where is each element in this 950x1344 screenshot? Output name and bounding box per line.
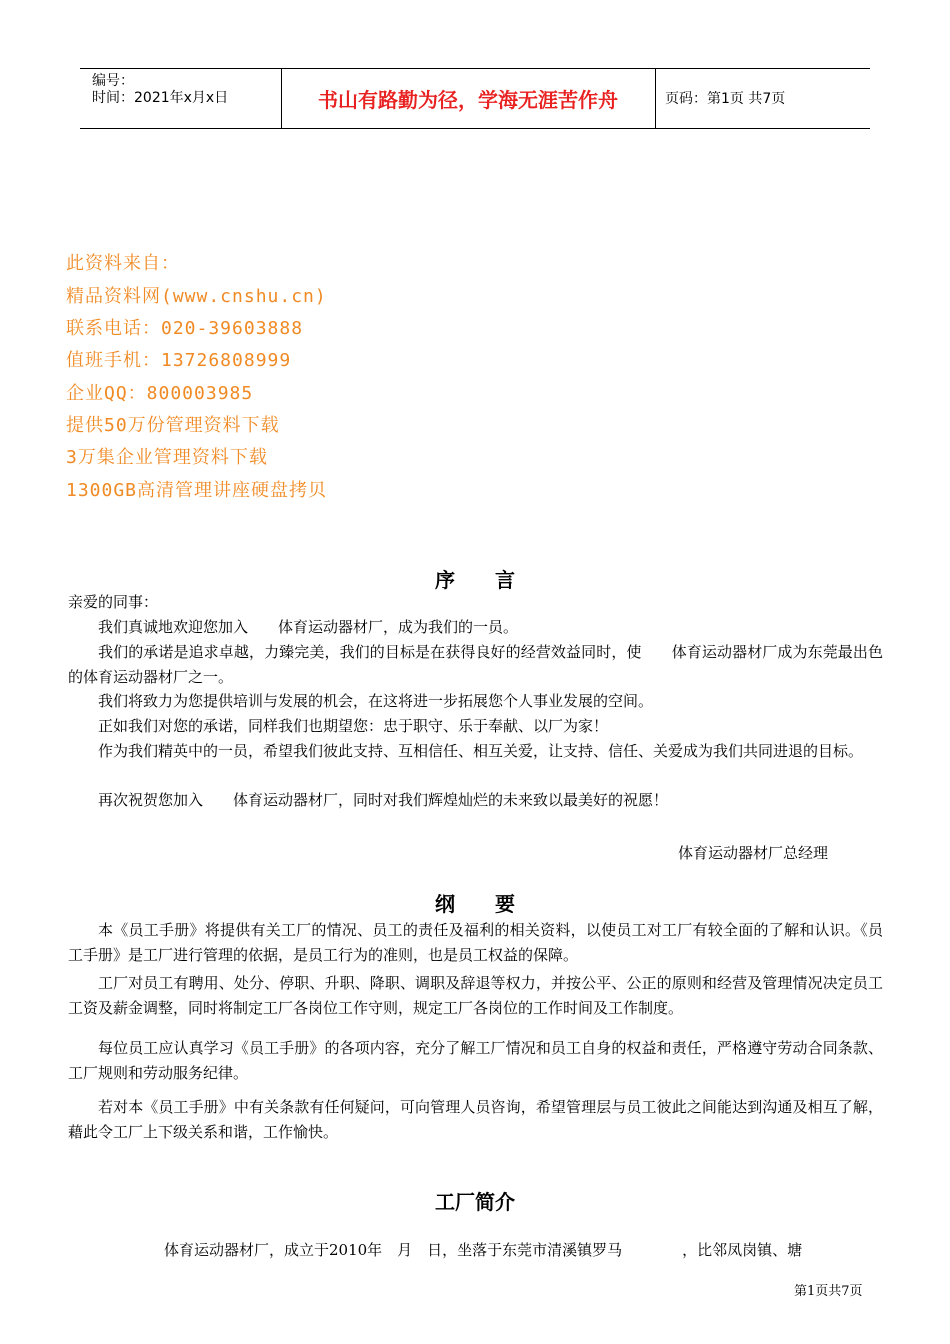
outline-paragraph-3: 每位员工应认真学习《员工手册》的各项内容，充分了解工厂情况和员工自身的权益和责任，严格遵守劳动合同条款、工厂规则和劳动服务纪律。 [68,1039,883,1082]
outline-paragraph-4: 若对本《员工手册》中有关条款有任何疑问，可向管理人员咨询，希望管理层与员工彼此之间能达到沟通及相互了解，藉此令工厂上下级关系和谐，工作愉快。 [68,1098,883,1141]
outline-paragraph-2: 工厂对员工有聘用、处分、停职、升职、降职、调职及辞退等权力，并按公平、公正的原则和经营及管理情况决定员工工资及薪金调整，同时将制定工厂各岗位工作守则，规定工厂各岗位的工作时间及工作制度。 [68,974,883,1017]
preface-paragraph-1: 我们真诚地欢迎您加入 体育运动器材厂，成为我们的一员。 [98,618,519,636]
footer-page-number: 第1页共7页 [794,1284,863,1299]
outline-paragraph-1: 本《员工手册》将提供有关工厂的情况、员工的责任及福利的相关资料，以使员工对工厂有较全面的了解和认识。《员工手册》是工厂进行管理的依据，是员工行为的准则，也是员工权益的保障。 [68,921,883,964]
header-page-label: 页码：第1页 共7页 [665,91,786,107]
ad-line-phone: 联系电话：020-39603888 [66,318,304,339]
outline-title: 纲 要 [435,892,515,916]
preface-paragraph-6: 再次祝贺您加入 体育运动器材厂，同时对我们辉煌灿烂的未来致以最美好的祝愿！ [98,791,669,809]
ad-line-website: 精品资料网(www.cnshu.cn) [66,286,327,307]
intro-paragraph-1: 体育运动器材厂，成立于2010年 月 日，坐落于东莞市清溪镇罗马 ，比邻凤岗镇、塘 [164,1241,803,1259]
preface-greeting: 亲爱的同事： [68,593,159,611]
preface-paragraph-5: 作为我们精英中的一员，希望我们彼此支持、互相信任、相互关爱，让支持、信任、关爱成为我们共同进退的目标。 [98,742,864,760]
ad-line-source: 此资料来自： [66,253,180,274]
header-bottom-rule [80,128,870,129]
preface-signature: 体育运动器材厂总经理 [678,844,829,862]
preface-paragraph-4: 正如我们对您的承诺，同样我们也期望您：忠于职守、乐于奉献、以厂为家！ [98,717,609,735]
header-number-label: 编号： [92,73,134,89]
header-motto: 书山有路勤为径，学海无涯苦作舟 [318,87,618,112]
preface-title: 序 言 [435,568,515,592]
header-date-label: 时间：2021年x月x日 [92,90,229,106]
ad-line-offer-2: 3万集企业管理资料下载 [66,447,268,468]
ad-line-mobile: 值班手机：13726808999 [66,350,292,371]
ad-line-offer-1: 提供50万份管理资料下载 [66,415,280,436]
preface-paragraph-2: 我们的承诺是追求卓越，力臻完美，我们的目标是在获得良好的经营效益同时，使 体育运动器材厂成为东莞最出色的体育运动器材厂之一。 [68,643,883,686]
intro-title: 工厂简介 [435,1190,515,1214]
ad-line-offer-3: 1300GB高清管理讲座硬盘拷贝 [66,480,328,501]
ad-line-qq: 企业QQ：800003985 [66,383,254,404]
preface-paragraph-3: 我们将致力为您提供培训与发展的机会，在这将进一步拓展您个人事业发展的空间。 [98,692,654,710]
header-divider-right [655,68,656,128]
